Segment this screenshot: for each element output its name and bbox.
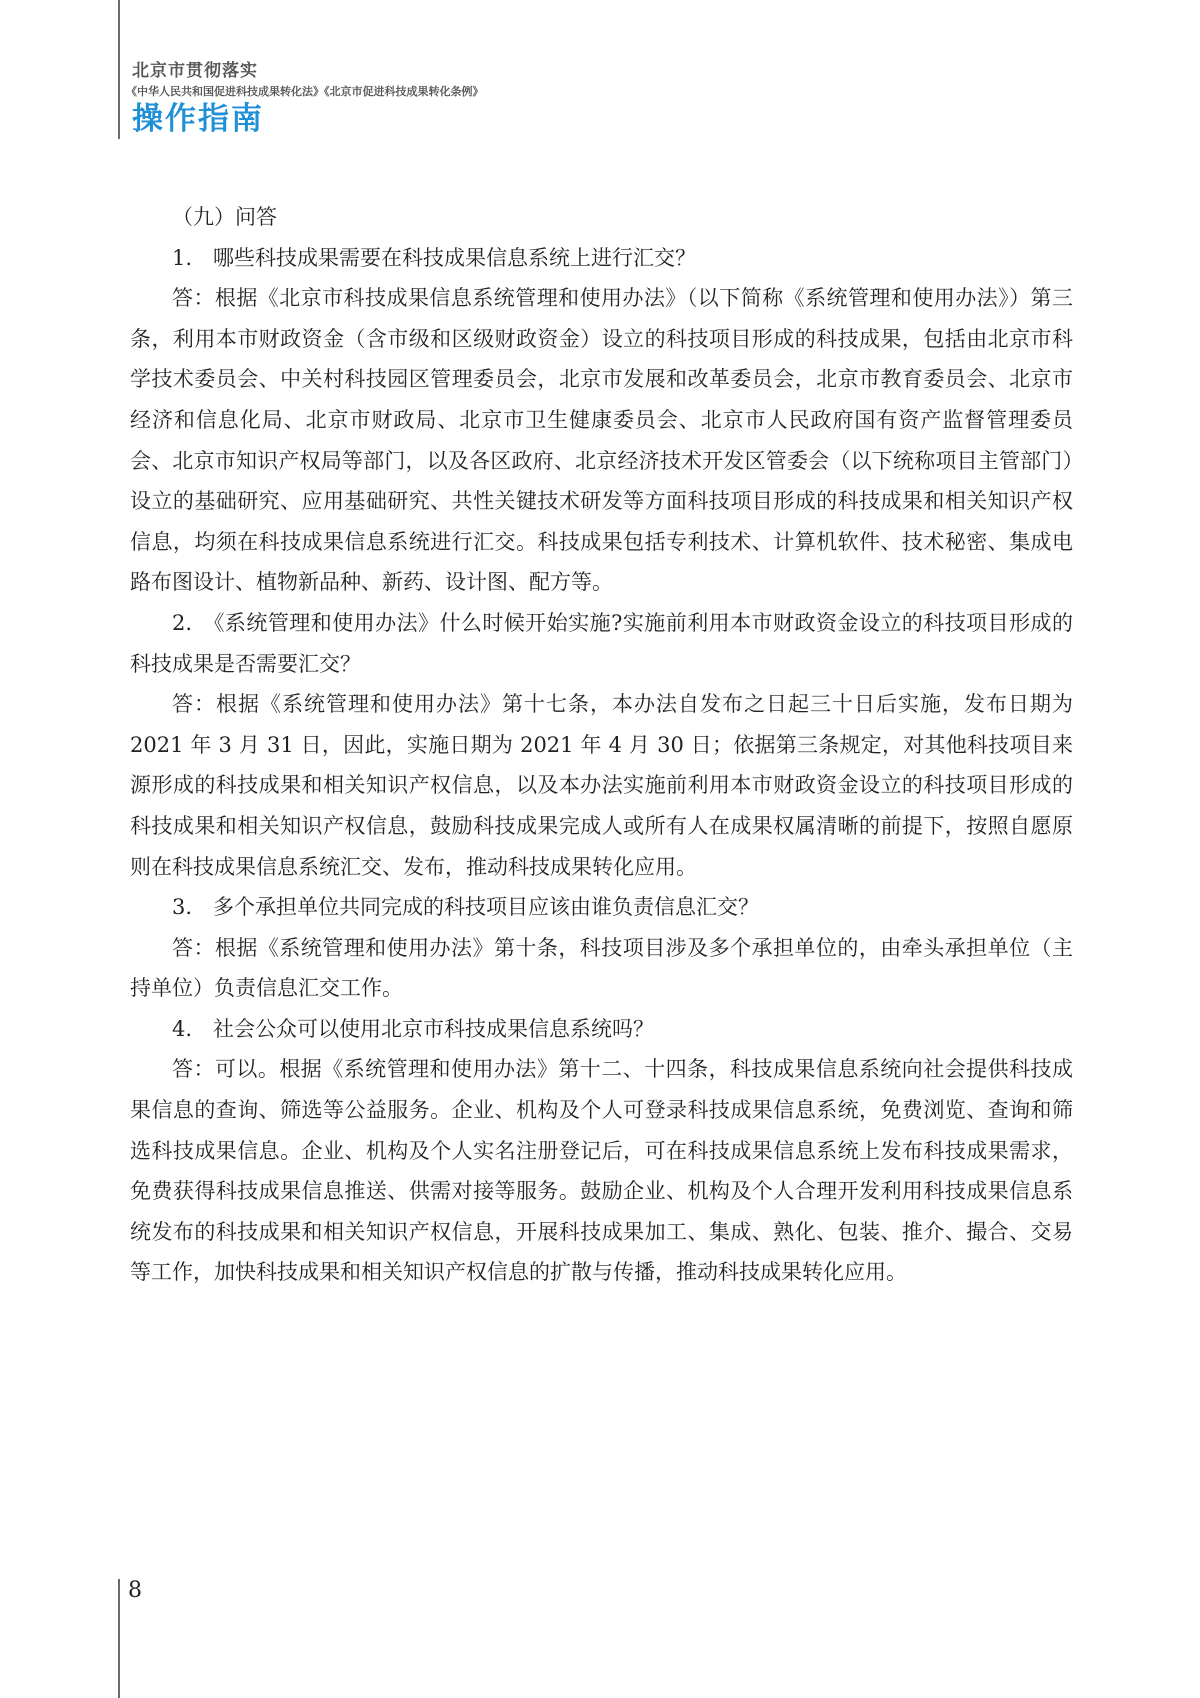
question-2: 2. 《系统管理和使用办法》什么时候开始实施?实施前利用本市财政资金设立的科技项目形成的科技成果是否需要汇交？ (130, 610, 1073, 676)
footer-vertical-rule (118, 1579, 120, 1698)
header-line2: 《中华人民共和国促进科技成果转化法》《北京市促进科技成果转化条例》 (126, 85, 484, 98)
page-number: 8 (128, 1578, 142, 1603)
answer-1: 答：根据《北京市科技成果信息系统管理和使用办法》（以下简称《系统管理和使用办法》）第三条，利用本市财政资金（含市级和区级财政资金）设立的科技项目形成的科技成果，包括由北京市科学技术委员会、中关村科技园区管理委员会，北京市发展和改革委员会，北京市教育委员会、北京市经济和信息化局、北京市财政局、北京市卫生健康委员会、北京市人民政府国有资产监督管理委员会、北京市知识产权局等部门，以及各区政府、北京经济技术开发区管委会（以下统称项目主管部门）设立的基础研究、应用基础研究、共性关键技术研发等方面科技项目形成的科技成果和相关知识产权信息，均须在科技成果信息系统进行汇交。科技成果包括专利技术、计算机软件、技术秘密、集成电路布图设计、植物新品种、新药、设计图、配方等。 (130, 286, 1073, 595)
question-3: 3. 多个承担单位共同完成的科技项目应该由谁负责信息汇交？ (172, 895, 760, 920)
section-title: （九）问答 (172, 205, 277, 229)
answer-2: 答：根据《系统管理和使用办法》第十七条，本办法自发布之日起三十日后实施，发布日期为 2021 年 3 月 31 日，因此，实施日期为 2021 年 4 月 30 日；依据第三条规定，对其他科技项目来源形成的科技成果和相关知识产权信息，以及本办法实施前利用本市财政资金设立的科技项目形成的科技成果和相关知识产权信息，鼓励科技成果完成人或所有人在成果权属清晰的前提下，按照自愿原则在科技成果信息系统汇交、发布，推动科技成果转化应用。 (130, 692, 1073, 879)
answer-4: 答：可以。根据《系统管理和使用办法》第十二、十四条，科技成果信息系统向社会提供科技成果信息的查询、筛选等公益服务。企业、机构及个人可登录科技成果信息系统，免费浏览、查询和筛选科技成果信息。企业、机构及个人实名注册登记后，可在科技成果信息系统上发布科技成果需求，免费获得科技成果信息推送、供需对接等服务。鼓励企业、机构及个人合理开发利用科技成果信息系统发布的科技成果和相关知识产权信息，开展科技成果加工、集成、熟化、包装、推介、撮合、交易等工作，加快科技成果和相关知识产权信息的扩散与传播，推动科技成果转化应用。 (130, 1057, 1073, 1285)
body-text (130, 197, 1073, 1293)
header-vertical-rule (118, 0, 120, 139)
question-1: 1. 哪些科技成果需要在科技成果信息系统上进行汇交？ (172, 245, 697, 270)
header-line1: 北京市贯彻落实 (132, 61, 258, 81)
question-4: 4. 社会公众可以使用北京市科技成果信息系统吗？ (172, 1016, 655, 1041)
header-title: 操作指南 (132, 101, 264, 137)
answer-3: 答：根据《系统管理和使用办法》第十条，科技项目涉及多个承担单位的，由牵头承担单位（主持单位）负责信息汇交工作。 (130, 935, 1073, 1001)
